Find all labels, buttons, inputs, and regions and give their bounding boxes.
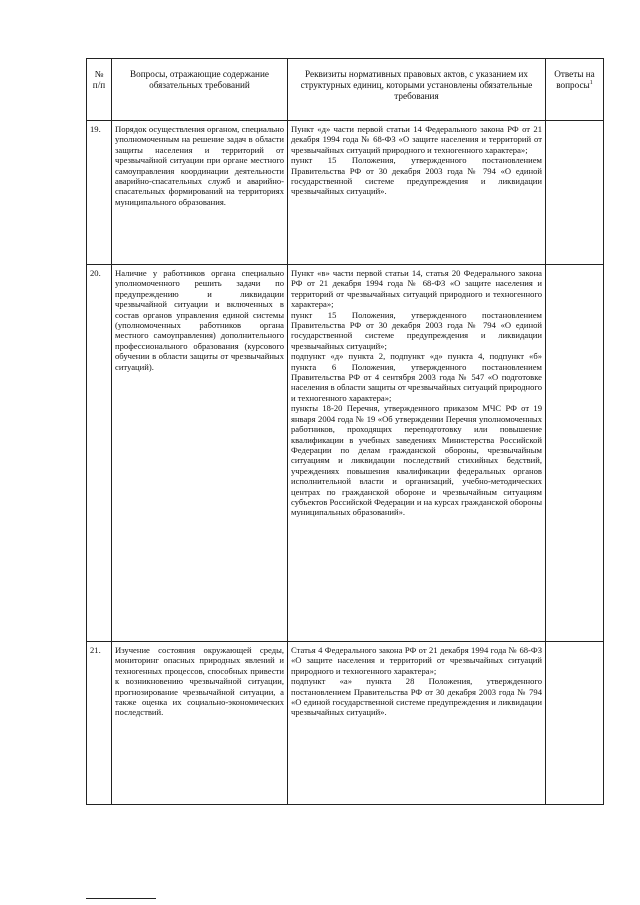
requisite-item: подпункт «д» пункта 2, подпункт «д» пункта 4, подпункт «б» пункта 6 Положения, утвержденного постановлением Правительства РФ от 4 сентября 2003 года № 547 «О подготовке населения в области защиты от чрезвычайных ситуаций природного и техногенного характера»; [291,351,542,403]
requirements-table [86,58,604,805]
footnote-mark: 1 [589,79,593,86]
footnote-divider [86,898,156,899]
table-row [87,642,604,805]
header-questions: Вопросы, отражающие содержание обязательных требований [112,59,288,121]
row-question: Наличие у работников органа специально уполномоченного решить задачи по предупреждению и ликвидации чрезвычайной ситуации и включенных в состав органов управления единой системы (уполномоченных работников органа местного самоуправления) дополнительного профессионального образования (курсового обучении в области защиты от чрезвычайных ситуаций). [112,265,288,642]
row-answer [546,121,604,265]
requisite-item: Статья 4 Федерального закона РФ от 21 декабря 1994 года № 68-ФЗ «О защите населения и территорий от чрезвычайных ситуаций природного и техногенного характера»; [291,645,542,676]
row-requisites [288,642,546,805]
row-question: Изучение состояния окружающей среды, мониторинг опасных природных явлений и техногенных процессов, способных привести к возникновению чрезвычайной ситуации, прогнозирование чрезвычайной ситуации, а также оценка их социально-экономических последствий. [112,642,288,805]
row-requisites [288,265,546,642]
row-question: Порядок осуществления органом, специально уполномоченным на решение задач в области защиты населения и территорий от чрезвычайной ситуации при органе местного самоуправления координации деятельности аварийно-спасательных служб и аварийно-спасательных формирований на территориях муниципального образования. [112,121,288,265]
header-answers [546,59,604,121]
row-number: 20. [87,265,112,642]
requisite-item: Пункт «в» части первой статьи 14, статья 20 Федерального закона РФ от 21 декабря 1994 года № 68-ФЗ «О защите населения и территорий от чрезвычайных ситуаций природного и техногенного характера»; [291,268,542,310]
requisite-item: подпункт «а» пункта 28 Положения, утвержденного постановлением Правительства РФ от 30 декабря 2003 года № 794 «О единой государственной системе предупреждения и ликвидации чрезвычайных ситуаций». [291,676,542,718]
requisite-item: пункт 15 Положения, утвержденного постановлением Правительства РФ от 30 декабря 2003 года № 794 «О единой государственной системе предупреждения и ликвидации чрезвычайных ситуаций»; [291,309,542,351]
header-requisites: Реквизиты нормативных правовых актов, с указанием их структурных единиц, которыми установлены обязательные требования [288,59,546,121]
row-number: 21. [87,642,112,805]
requisite-item: пункты 18-20 Перечня, утвержденного приказом МЧС РФ от 19 января 2004 года № 19 «Об утверждении Перечня уполномоченных работников, проходящих переподготовку или повышение квалификации в учебных заведениях Министерства Российской Федерации по делам гражданской обороны, чрезвычайным ситуациям и ликвидации последствий стихийных бедствий, учреждениях повышения квалификации федеральных органов исполнительной власти и организаций, учебно-методических центрах по гражданской обороне и чрезвычайным ситуациям субъектов Российской Федерации и на курсах гражданской обороны муниципальных образований». [291,403,542,518]
row-requisites [288,121,546,265]
requisite-item: пункт 15 Положения, утвержденного постановлением Правительства РФ от 30 декабря 2003 года № 794 «О единой государственной системе предупреждения и ликвидации чрезвычайных ситуаций». [291,155,542,197]
row-answer [546,265,604,642]
row-number: 19. [87,121,112,265]
requisite-item: Пункт «д» части первой статьи 14 Федерального закона РФ от 21 декабря 1994 года № 68-ФЗ «О защите населения и территорий от чрезвычайных ситуаций природного и техногенного характера»; [291,124,542,155]
table-header-row [87,59,604,121]
header-answers-label: Ответы на вопросы [554,69,595,90]
table-row [87,265,604,642]
header-num: № п/п [87,59,112,121]
row-answer [546,642,604,805]
table-row [87,121,604,265]
